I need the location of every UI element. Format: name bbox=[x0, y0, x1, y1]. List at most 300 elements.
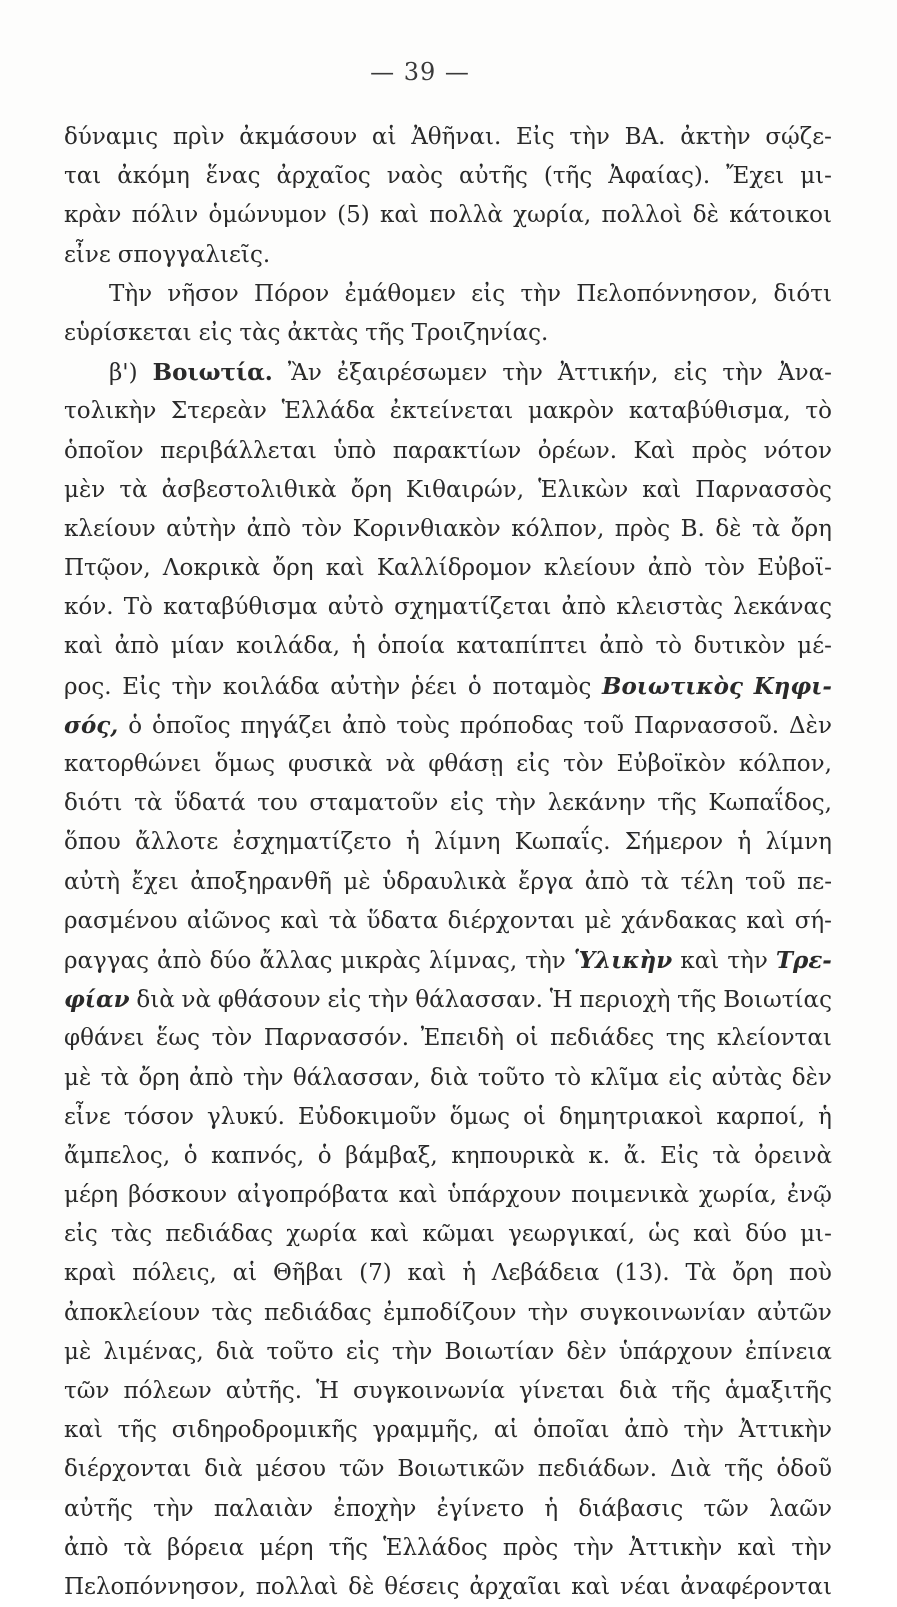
word: σταματοῦν bbox=[309, 790, 439, 817]
word: Ἐπειδὴ bbox=[420, 1025, 504, 1052]
word: (7) bbox=[359, 1260, 392, 1287]
word: Ἀττικὴν bbox=[628, 1534, 723, 1561]
text-line bbox=[64, 1411, 832, 1450]
word: σχηματίζεται bbox=[394, 594, 552, 621]
paragraph-first-line bbox=[64, 275, 832, 314]
word: εἰς bbox=[345, 1338, 380, 1365]
text-line bbox=[64, 863, 832, 902]
text-line bbox=[64, 549, 832, 588]
word: τοῦ bbox=[583, 712, 624, 739]
emphasized-word: Βοιωτικὸς bbox=[602, 672, 744, 700]
word: συγκοινωνία bbox=[352, 1378, 505, 1404]
word: τὰς bbox=[111, 1221, 153, 1248]
word: καὶ bbox=[746, 907, 786, 934]
word: τὰ bbox=[119, 476, 148, 503]
word: Ἀφαίας). bbox=[608, 163, 711, 190]
word: σῴζε- bbox=[765, 124, 832, 150]
word: κ. bbox=[588, 1142, 611, 1169]
word: (τῆς bbox=[543, 163, 593, 190]
word: διότι bbox=[773, 280, 832, 307]
word: αὐτῆς. bbox=[225, 1378, 303, 1404]
word: τὴν bbox=[727, 947, 768, 974]
word: ἀκτὴν bbox=[680, 124, 751, 150]
word: κηπουρικὰ bbox=[451, 1142, 575, 1169]
text-line bbox=[64, 1254, 832, 1293]
word: χάνδακας bbox=[621, 907, 737, 934]
word: κλῖμα bbox=[590, 1064, 659, 1091]
word: ἐσχηματίζετο bbox=[232, 829, 392, 856]
word: τῆς bbox=[677, 987, 717, 1014]
word: πε- bbox=[797, 868, 832, 895]
text-line bbox=[64, 1490, 832, 1529]
word: λιμένας, bbox=[103, 1338, 204, 1365]
word: τὰς bbox=[211, 1299, 253, 1326]
word: ὁ bbox=[317, 1142, 332, 1169]
word: ἡ bbox=[351, 633, 366, 660]
word: μέρη bbox=[259, 1534, 314, 1561]
word: Κωπαΐς. bbox=[514, 829, 611, 856]
word: τὸ bbox=[655, 633, 683, 660]
word: τὰ bbox=[100, 1064, 129, 1091]
word: καρποί, bbox=[716, 1103, 806, 1130]
word: φθάσουν bbox=[217, 987, 321, 1014]
word: Καλλίδρομον bbox=[376, 555, 532, 582]
word: σιδηροδρομικῆς bbox=[171, 1417, 358, 1444]
word: περιβάλλεται bbox=[160, 437, 317, 464]
word: νῆσον bbox=[167, 280, 239, 307]
word: πρὶν bbox=[172, 124, 225, 150]
word: μέρη bbox=[64, 1182, 119, 1209]
paragraph-first-line bbox=[64, 353, 832, 392]
word: αἱ bbox=[232, 1260, 258, 1287]
word: ὁποία bbox=[377, 633, 445, 660]
word: αὐτῆς bbox=[458, 163, 528, 190]
word: εἰς bbox=[64, 1221, 98, 1248]
word: καὶ bbox=[571, 1573, 611, 1600]
word: τὴν bbox=[525, 947, 566, 974]
word: ἐξαιρέσωμεν bbox=[336, 360, 488, 387]
word: Β. bbox=[680, 515, 705, 542]
word: Παρνασσόν. bbox=[263, 1025, 410, 1052]
word: (13). bbox=[615, 1260, 670, 1287]
text-line bbox=[64, 1019, 832, 1058]
word: ραγγας bbox=[64, 947, 149, 974]
word: δύναμις bbox=[64, 124, 159, 150]
word: τῶν bbox=[703, 1495, 749, 1522]
word: βόσκουν bbox=[128, 1182, 228, 1209]
word: Ἀθῆναι. bbox=[411, 124, 502, 150]
word: ἡ bbox=[462, 1260, 476, 1287]
word: πεδιάδας bbox=[165, 1221, 274, 1248]
word: ἐμάθομεν bbox=[344, 280, 456, 307]
word: Ἡ bbox=[549, 987, 573, 1014]
word: αἰγοπρόβατα bbox=[236, 1182, 389, 1209]
text-line bbox=[64, 1098, 832, 1137]
word: της bbox=[665, 1025, 706, 1052]
word: ἀπὸ bbox=[189, 1064, 234, 1091]
word: Εὐδοκιμοῦν bbox=[297, 1103, 437, 1130]
word: Στερεὰν bbox=[171, 398, 267, 425]
emphasized-word: φίαν bbox=[64, 986, 130, 1014]
word: τοῦτο bbox=[477, 1064, 546, 1091]
word: Ἀττικήν, bbox=[557, 360, 659, 387]
word: τῆς bbox=[671, 1378, 711, 1404]
word: ἐκτείνεται bbox=[389, 398, 514, 425]
word: Ἀττικὴν bbox=[738, 1417, 832, 1444]
word: τὰ bbox=[328, 907, 358, 934]
word: ὁποῖον bbox=[64, 437, 144, 464]
word: ῥέει bbox=[410, 673, 458, 700]
word: ποιμενικὰ bbox=[571, 1182, 689, 1209]
word: ΒΑ. bbox=[624, 124, 666, 150]
word: μὲ bbox=[584, 907, 612, 934]
word: λίμνη bbox=[765, 829, 832, 856]
word: πηγάζει bbox=[240, 712, 333, 739]
word: βόρεια bbox=[167, 1534, 245, 1561]
word: ἔχει bbox=[131, 868, 179, 895]
word: ὁποῖος bbox=[152, 712, 231, 739]
word: δύο bbox=[209, 947, 252, 974]
text-line bbox=[64, 471, 832, 510]
word: ἀκόμη bbox=[117, 163, 190, 190]
word: (5) bbox=[337, 202, 370, 229]
word: τὰ bbox=[752, 515, 781, 542]
word: ὁ bbox=[467, 673, 482, 700]
word: Ἂν bbox=[287, 360, 322, 387]
word: τέλη bbox=[680, 868, 734, 895]
word: ρος. bbox=[64, 673, 112, 700]
word: κοιλάδα bbox=[222, 673, 320, 700]
word: ὀρεινὰ bbox=[754, 1142, 832, 1169]
word: ἀπὸ bbox=[114, 633, 160, 660]
word: Κορινθιακὸν bbox=[352, 515, 501, 542]
word: πολλοὶ bbox=[601, 202, 683, 229]
word: περιοχὴ bbox=[579, 987, 671, 1014]
word: κλείουν bbox=[543, 555, 636, 582]
word: ἀπὸ bbox=[647, 555, 693, 582]
word: καὶ bbox=[642, 476, 682, 503]
word: τὴν bbox=[683, 1417, 725, 1444]
word: πόλεις, bbox=[132, 1260, 217, 1287]
text-line bbox=[64, 1450, 832, 1489]
word: διὰ bbox=[618, 1378, 658, 1404]
word: πόλεων bbox=[123, 1378, 212, 1404]
word: ἀσβεστολιθικὰ bbox=[161, 476, 337, 503]
word: καταβύθισμα, bbox=[628, 398, 791, 425]
word: διέρχονται bbox=[64, 1456, 192, 1483]
word: διὰ bbox=[136, 987, 175, 1014]
word: γραμμῆς, bbox=[372, 1417, 480, 1444]
word: ὅμως bbox=[214, 751, 275, 777]
word: ἀκμάσουν bbox=[239, 124, 358, 150]
word: δυτικὸν bbox=[693, 633, 786, 660]
word: κῶμαι bbox=[422, 1221, 495, 1248]
text-line bbox=[64, 1215, 832, 1254]
word: λεκάνας bbox=[733, 594, 832, 621]
word: Εἰς bbox=[516, 124, 555, 150]
word: τῆς bbox=[328, 1534, 368, 1561]
word: αὐτὴ bbox=[64, 868, 121, 895]
word: τῆς bbox=[724, 1456, 764, 1483]
word: Ἑλλάδος bbox=[383, 1534, 488, 1561]
word: ἀπὸ bbox=[246, 515, 292, 542]
word: εἶνε bbox=[64, 1103, 111, 1130]
word: Ἑλλάδα bbox=[281, 398, 375, 425]
text-line bbox=[64, 980, 832, 1019]
text-line bbox=[64, 392, 832, 431]
word: λίμνη bbox=[434, 829, 501, 856]
text-line bbox=[64, 1568, 832, 1607]
text-line bbox=[64, 627, 832, 666]
word: κάτοικοι bbox=[729, 202, 832, 229]
word: ἀπὸ bbox=[64, 1534, 109, 1561]
word: ἄλλοτε bbox=[135, 829, 219, 856]
text-line bbox=[64, 314, 832, 353]
word: παρακτίων bbox=[392, 437, 522, 464]
word: ὁ bbox=[128, 712, 143, 739]
word: πρὸς bbox=[614, 515, 671, 542]
word: εἰς bbox=[471, 280, 506, 307]
emphasized-word: Κηφι- bbox=[753, 672, 832, 700]
word: τὸ bbox=[554, 1064, 582, 1091]
word: διάβασις bbox=[578, 1495, 684, 1522]
word: ἔργα bbox=[518, 868, 574, 895]
word: ἁμαξιτῆς bbox=[724, 1378, 832, 1404]
word: αὐτὴν bbox=[166, 515, 237, 542]
word: ὑπάρχουν bbox=[618, 1338, 733, 1365]
word: τόσον bbox=[123, 1103, 194, 1130]
word: τὴν bbox=[171, 673, 213, 700]
word: τὰ bbox=[123, 1534, 152, 1561]
word: Εἰς bbox=[660, 1142, 699, 1169]
word: αὐτὴν bbox=[330, 673, 401, 700]
word: ὑπάρχουν bbox=[447, 1182, 562, 1209]
word: ἀποκλείουν bbox=[64, 1299, 201, 1326]
word: ὄρη bbox=[790, 515, 832, 542]
word: τὰ bbox=[640, 868, 670, 895]
word: διὰ bbox=[430, 1064, 469, 1091]
word: Παρνασσὸς bbox=[695, 476, 832, 503]
word: κατορθώνει bbox=[64, 751, 202, 777]
word: καὶ bbox=[680, 947, 720, 974]
word: δὲν bbox=[791, 1064, 832, 1091]
word: δὲ bbox=[715, 515, 742, 542]
text-line bbox=[64, 902, 832, 941]
emphasized-word: Τρε- bbox=[775, 946, 832, 974]
word: Ἀνα- bbox=[777, 360, 832, 387]
word: θάλασσαν, bbox=[292, 1064, 421, 1091]
text-line bbox=[64, 1137, 832, 1176]
word: μικρὰς bbox=[340, 947, 421, 974]
word: κλείουν bbox=[64, 515, 156, 542]
word: τὸν bbox=[704, 555, 746, 582]
word: τὸν bbox=[301, 515, 343, 542]
word: φθάσῃ bbox=[428, 751, 504, 777]
word: κρὰν bbox=[64, 202, 122, 229]
word: μι- bbox=[800, 1221, 832, 1248]
word: Λοκρικὰ bbox=[162, 555, 261, 582]
word: δὲ bbox=[692, 202, 719, 229]
word: κόλπον, bbox=[738, 751, 832, 777]
word: ἀπὸ bbox=[157, 947, 202, 974]
word: οἱ bbox=[523, 1103, 546, 1130]
word: νὰ bbox=[181, 987, 211, 1014]
body-text bbox=[64, 118, 832, 1607]
word: τῆς bbox=[117, 1417, 158, 1444]
word: καὶ bbox=[280, 907, 320, 934]
word: θέσεις bbox=[384, 1573, 460, 1600]
word: εἰς bbox=[327, 987, 362, 1014]
word: τὴν bbox=[495, 790, 536, 817]
text-line bbox=[64, 1294, 832, 1333]
word: Τὴν bbox=[109, 280, 153, 307]
word: τῆς bbox=[365, 319, 405, 346]
word: τὴν bbox=[573, 1534, 614, 1561]
word: ἀπὸ bbox=[561, 594, 607, 621]
word: Τὸ bbox=[123, 594, 153, 621]
word: ὄρη bbox=[350, 476, 392, 503]
word: Δὲν bbox=[789, 712, 832, 739]
word: τὴν bbox=[791, 1534, 832, 1561]
word: ἀρχαῖος bbox=[276, 163, 371, 190]
word: αὐτῆς bbox=[64, 1495, 133, 1522]
word: σπογγαλιεῖς. bbox=[117, 241, 271, 268]
word: ὕδατά bbox=[173, 790, 246, 817]
word: λίμνας, bbox=[428, 947, 518, 974]
word: ἡ bbox=[405, 829, 420, 856]
text-line bbox=[64, 1176, 832, 1215]
word: εἰς bbox=[668, 1064, 703, 1091]
word: δὲν bbox=[566, 1338, 607, 1365]
word: Σήμερον bbox=[624, 829, 724, 856]
word: πολλαὶ bbox=[255, 1573, 339, 1600]
word: Θῆβαι bbox=[272, 1260, 344, 1287]
word: Πελοπόννησον, bbox=[576, 280, 759, 307]
word: Εὐβοϊκὸν bbox=[616, 751, 726, 777]
word: συγκοινωνίαν bbox=[579, 1299, 746, 1326]
word: αὐτῶν bbox=[756, 1299, 832, 1326]
word: Καὶ bbox=[633, 437, 676, 464]
word: χωρία, bbox=[698, 1182, 777, 1209]
word: νὰ bbox=[385, 751, 416, 777]
text-line bbox=[64, 784, 832, 823]
word: διέρχονται bbox=[447, 907, 575, 934]
word: γλυκύ. bbox=[206, 1103, 285, 1130]
word: ἐνῷ bbox=[786, 1182, 832, 1209]
word: Εὐβοϊ- bbox=[757, 555, 832, 582]
word: μὲ bbox=[64, 1064, 92, 1091]
word: εἶνε bbox=[64, 241, 111, 268]
word: βάμβαξ, bbox=[345, 1142, 438, 1169]
word: πολλὰ bbox=[429, 202, 503, 229]
word: Διὰ bbox=[669, 1456, 712, 1483]
word: τὴν bbox=[502, 360, 543, 387]
word: ὕδατα bbox=[366, 907, 439, 934]
word: ἀπὸ bbox=[624, 1417, 669, 1444]
word: ὁποῖαι bbox=[533, 1417, 610, 1444]
word: δύο bbox=[745, 1221, 787, 1248]
word: πρὸς bbox=[502, 1534, 559, 1561]
word: ὀρέων. bbox=[537, 437, 618, 464]
word: ὁδοῦ bbox=[776, 1456, 832, 1483]
word: ὅπου bbox=[64, 829, 121, 856]
word: τοὺς bbox=[396, 712, 450, 739]
word: κλειστὰς bbox=[616, 594, 723, 621]
word: ὑπὸ bbox=[333, 437, 377, 464]
word: ἐγίνετο bbox=[436, 1495, 525, 1522]
word: φθάνει bbox=[64, 1025, 145, 1052]
word: κόλπον, bbox=[511, 515, 605, 542]
word: ἐμποδίζουν bbox=[383, 1299, 517, 1326]
word: Ἔχει bbox=[726, 163, 785, 190]
word: ἡ bbox=[737, 829, 752, 856]
word: τὸ bbox=[805, 398, 832, 425]
word: καταβύθισμα bbox=[163, 594, 318, 621]
text-line bbox=[64, 118, 832, 157]
word: θάλασσαν. bbox=[415, 987, 543, 1014]
word: μὲ bbox=[343, 868, 371, 895]
word: ναὸς bbox=[386, 163, 443, 190]
text-line bbox=[64, 157, 832, 196]
word: τὴν bbox=[520, 280, 561, 307]
word: ποὺ bbox=[788, 1260, 832, 1287]
word: Πόρον bbox=[254, 280, 330, 307]
word: ἄμπελος, bbox=[64, 1142, 171, 1169]
word: του bbox=[257, 790, 298, 817]
word: ἐποχὴν bbox=[333, 1495, 417, 1522]
word: κλείονται bbox=[716, 1025, 832, 1052]
word: καὶ bbox=[737, 1534, 777, 1561]
word: ὅμως bbox=[449, 1103, 511, 1130]
word: ἐπίνεια bbox=[745, 1338, 832, 1365]
word: τῆς bbox=[657, 790, 697, 817]
word: μὲ bbox=[64, 1338, 92, 1365]
word: τὰς bbox=[239, 319, 281, 346]
word: εἰς bbox=[450, 790, 484, 817]
word: καταπίπτει bbox=[456, 633, 588, 660]
word: τῶν bbox=[64, 1378, 110, 1404]
word: παλαιὰν bbox=[213, 1495, 314, 1522]
text-line bbox=[64, 236, 832, 275]
word: Τροιζηνίας. bbox=[411, 319, 549, 346]
word: γεωργικαί, bbox=[508, 1221, 636, 1248]
text-line bbox=[64, 667, 832, 706]
word: τὸν bbox=[563, 751, 604, 777]
word: αἱ bbox=[371, 124, 397, 150]
word: κοιλάδα, bbox=[236, 633, 341, 660]
word: τὴν bbox=[242, 1064, 284, 1091]
word: καὶ bbox=[370, 1221, 410, 1248]
word: καὶ bbox=[398, 1182, 438, 1209]
word: νότον bbox=[763, 437, 832, 464]
word: Βοιωτικῶν bbox=[397, 1456, 525, 1483]
word: τοῦ bbox=[745, 868, 786, 895]
word: ἀπὸ bbox=[342, 712, 387, 739]
word: τὸν bbox=[211, 1025, 253, 1052]
word: καὶ bbox=[407, 1260, 447, 1287]
word: καὶ bbox=[64, 1417, 103, 1444]
word: διὰ bbox=[215, 1338, 255, 1365]
word: καπνός, bbox=[211, 1142, 305, 1169]
word: ἀπὸ bbox=[599, 633, 644, 660]
word: πεδιάδας bbox=[264, 1299, 372, 1326]
word: οἱ bbox=[515, 1025, 539, 1052]
word: καὶ bbox=[693, 1221, 733, 1248]
word: ἡ bbox=[544, 1495, 559, 1522]
word: ρασμένου bbox=[64, 907, 178, 934]
word: τὴν bbox=[527, 1299, 569, 1326]
word: διὰ bbox=[204, 1456, 243, 1483]
